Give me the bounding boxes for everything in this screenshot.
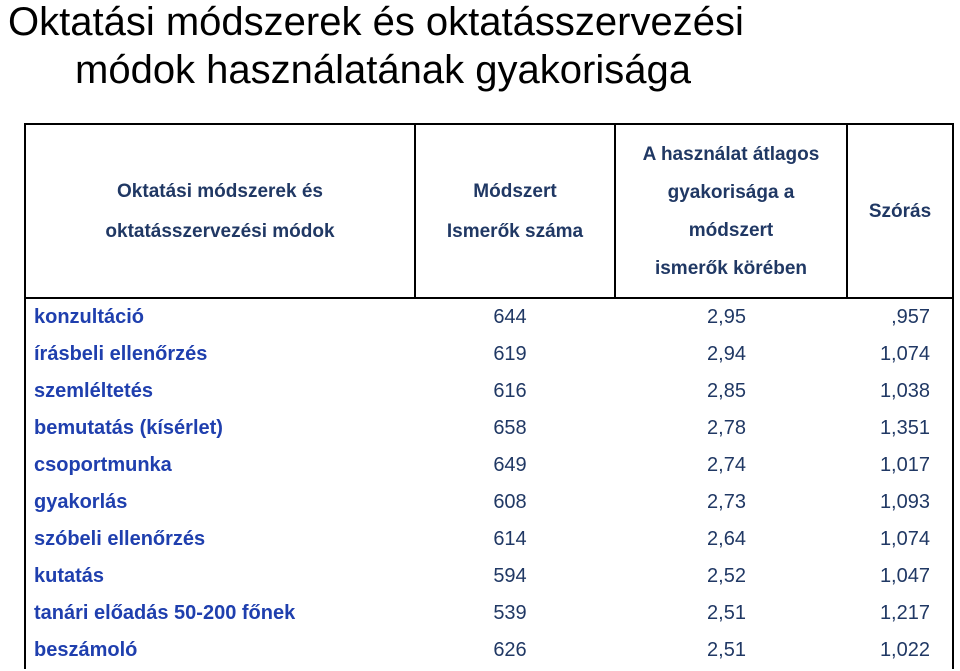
table-row <box>0 484 960 521</box>
mean-frequency: 2,78 <box>707 417 746 439</box>
mean-frequency: 2,94 <box>707 343 746 365</box>
user-count: 658 <box>493 417 527 439</box>
method-name: szóbeli ellenőrzés <box>34 528 206 550</box>
std-dev: 1,093 <box>879 491 930 513</box>
std-dev: 1,022 <box>879 639 930 661</box>
method-name: bemutatás (kísérlet) <box>34 417 223 439</box>
mean-frequency: 2,64 <box>707 528 746 550</box>
mean-frequency: 2,85 <box>707 380 746 402</box>
method-name: gyakorlás <box>34 491 128 513</box>
mean-frequency: 2,95 <box>707 306 746 328</box>
mean-frequency: 2,51 <box>707 639 746 661</box>
table-row <box>0 336 960 373</box>
method-name: csoportmunka <box>34 454 172 476</box>
user-count: 614 <box>493 528 527 550</box>
user-count: 539 <box>493 602 527 624</box>
user-count: 608 <box>493 491 527 513</box>
user-count: 594 <box>493 565 527 587</box>
table-row <box>0 373 960 410</box>
table-row <box>0 447 960 484</box>
table-row <box>0 595 960 632</box>
method-name: kutatás <box>34 565 105 587</box>
user-count: 616 <box>493 380 527 402</box>
user-count: 649 <box>493 454 527 476</box>
user-count: 644 <box>493 306 527 328</box>
std-dev: 1,074 <box>879 528 930 550</box>
mean-frequency: 2,52 <box>707 565 746 587</box>
column-header-mean: A használat átlagos gyakorisága a módszert ismerők körében <box>642 144 820 279</box>
std-dev: 1,217 <box>879 602 930 624</box>
method-name: szemléltetés <box>34 380 153 402</box>
method-name: írásbeli ellenőrzés <box>34 343 208 365</box>
title-line-1: Oktatási módszerek és oktatásszervezési <box>8 0 744 44</box>
table-row <box>0 410 960 447</box>
mean-frequency: 2,73 <box>707 491 746 513</box>
std-dev: 1,017 <box>879 454 930 476</box>
std-dev: 1,047 <box>879 565 930 587</box>
column-header-sd: Szórás <box>868 201 932 222</box>
user-count: 626 <box>493 639 527 661</box>
table-row <box>0 521 960 558</box>
method-name: tanári előadás 50-200 főnek <box>34 602 296 624</box>
mean-frequency: 2,51 <box>707 602 746 624</box>
column-header-method: Oktatási módszerek és oktatásszervezési módok <box>105 181 335 242</box>
table-row <box>0 632 960 669</box>
method-name: konzultáció <box>34 306 145 328</box>
table-row <box>0 299 960 336</box>
method-name: beszámoló <box>34 639 138 661</box>
std-dev: 1,351 <box>879 417 930 439</box>
title-line-2: módok használatának gyakorisága <box>75 48 691 92</box>
user-count: 619 <box>493 343 527 365</box>
std-dev: 1,074 <box>879 343 930 365</box>
table-row <box>0 558 960 595</box>
column-header-count: Módszert Ismerők száma <box>446 181 584 242</box>
mean-frequency: 2,74 <box>707 454 746 476</box>
std-dev: 1,038 <box>879 380 930 402</box>
std-dev: ,957 <box>891 306 930 328</box>
